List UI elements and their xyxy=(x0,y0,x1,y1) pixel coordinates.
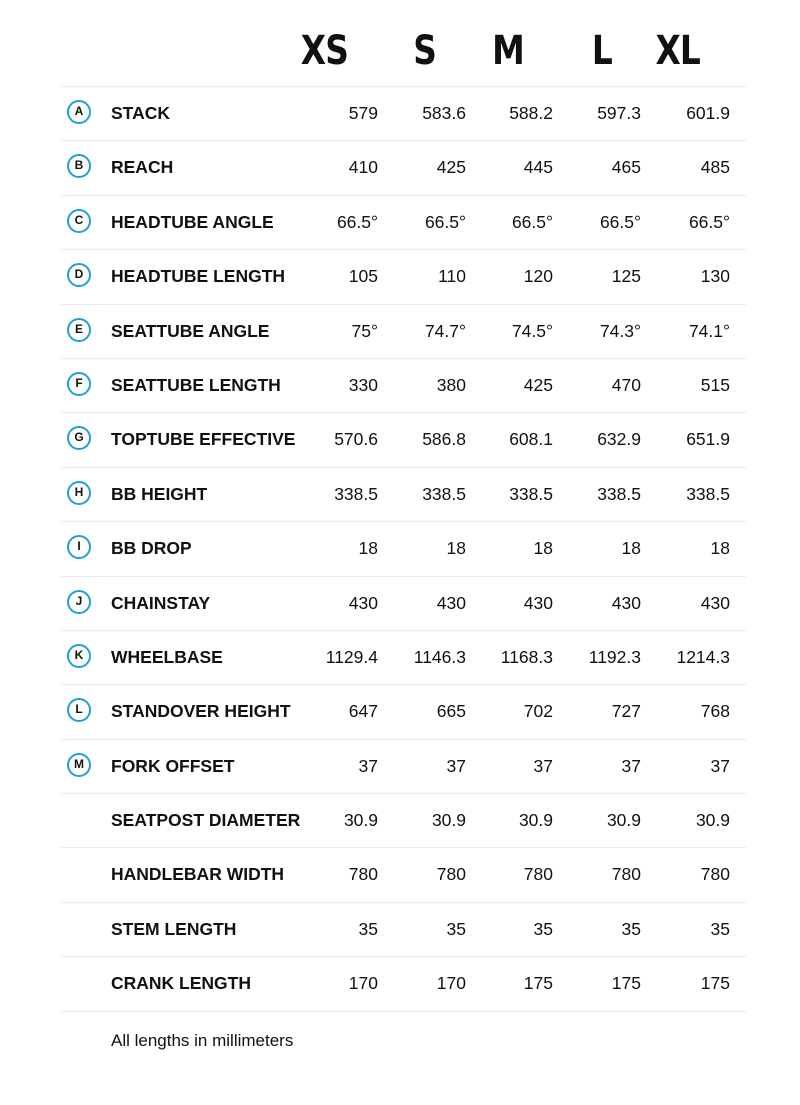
cell-m: 430 xyxy=(523,592,553,613)
cell-l: 66.5° xyxy=(599,211,641,232)
cell-s: 780 xyxy=(436,864,466,885)
cell-l: 430 xyxy=(611,592,641,613)
cell-xl: 130 xyxy=(700,266,730,287)
row-label: CRANK LENGTH xyxy=(111,973,251,994)
table-row xyxy=(61,468,746,522)
row-label: HEADTUBE LENGTH xyxy=(111,266,286,287)
row-label: SEATPOST DIAMETER xyxy=(111,810,301,831)
table-row xyxy=(61,740,746,794)
cell-l: 18 xyxy=(621,538,641,559)
row-label: SEATTUBE ANGLE xyxy=(111,320,270,341)
cell-xs: 105 xyxy=(348,266,378,287)
size-header-xl: XL xyxy=(655,28,700,74)
cell-m: 445 xyxy=(523,157,553,178)
size-header-l: L xyxy=(591,28,612,74)
row-label: BB HEIGHT xyxy=(111,483,208,504)
cell-xl: 18 xyxy=(710,538,730,559)
cell-s: 380 xyxy=(436,374,466,395)
table-row xyxy=(61,957,746,1011)
cell-xl: 175 xyxy=(700,973,730,994)
table-row xyxy=(61,196,746,250)
cell-m: 338.5 xyxy=(509,483,553,504)
cell-m: 175 xyxy=(523,973,553,994)
table-row xyxy=(61,87,746,141)
geometry-table xyxy=(61,16,746,1012)
row-label: BB DROP xyxy=(111,538,192,559)
cell-m: 120 xyxy=(523,266,553,287)
cell-l: 37 xyxy=(621,755,641,776)
cell-xs: 579 xyxy=(348,103,378,123)
cell-l: 338.5 xyxy=(597,483,641,504)
cell-m: 30.9 xyxy=(518,810,553,831)
cell-xl: 74.1° xyxy=(688,320,730,341)
row-label: CHAINSTAY xyxy=(111,592,211,613)
cell-xl: 768 xyxy=(700,701,730,722)
row-label: HANDLEBAR WIDTH xyxy=(111,864,285,885)
cell-l: 470 xyxy=(611,374,641,395)
cell-s: 35 xyxy=(446,918,466,939)
measurement-badge: K xyxy=(67,644,91,668)
cell-xs: 18 xyxy=(358,538,378,559)
measurement-badge: B xyxy=(67,154,91,178)
cell-xl: 37 xyxy=(710,755,730,776)
table-row xyxy=(61,413,746,467)
cell-s: 18 xyxy=(446,538,466,559)
row-label: HEADTUBE ANGLE xyxy=(111,211,274,232)
units-footnote: All lengths in millimeters xyxy=(111,1031,294,1050)
cell-xs: 170 xyxy=(348,973,378,994)
cell-xl: 30.9 xyxy=(695,810,730,831)
cell-xl: 601.9 xyxy=(686,103,730,123)
cell-xl: 338.5 xyxy=(686,483,730,504)
cell-xl: 430 xyxy=(700,592,730,613)
table-row xyxy=(61,250,746,304)
size-header-m: M xyxy=(492,28,524,74)
cell-l: 175 xyxy=(611,973,641,994)
row-label: WHEELBASE xyxy=(111,646,223,667)
cell-s: 430 xyxy=(436,592,466,613)
measurement-badge: H xyxy=(67,481,91,505)
row-label: REACH xyxy=(111,157,174,178)
cell-s: 586.8 xyxy=(422,429,466,450)
table-row xyxy=(61,305,746,359)
size-header-xs: XS xyxy=(300,28,348,74)
cell-m: 588.2 xyxy=(509,103,553,123)
cell-xl: 1214.3 xyxy=(676,646,730,667)
size-header-row xyxy=(61,16,746,87)
cell-s: 665 xyxy=(436,701,466,722)
cell-xs: 647 xyxy=(348,701,378,722)
measurement-badge: I xyxy=(67,535,91,559)
row-label: TOPTUBE EFFECTIVE xyxy=(111,429,296,450)
cell-m: 608.1 xyxy=(509,429,553,450)
cell-l: 30.9 xyxy=(606,810,641,831)
measurement-badge: D xyxy=(67,263,91,287)
cell-xs: 37 xyxy=(358,755,378,776)
cell-l: 1192.3 xyxy=(588,646,641,667)
cell-xs: 1129.4 xyxy=(325,646,378,667)
cell-s: 170 xyxy=(436,973,466,994)
cell-l: 597.3 xyxy=(597,103,641,123)
cell-xl: 515 xyxy=(700,374,730,395)
cell-l: 125 xyxy=(611,266,641,287)
row-label: FORK OFFSET xyxy=(111,755,235,776)
cell-l: 465 xyxy=(611,157,641,178)
measurement-badge: L xyxy=(67,698,91,722)
cell-xl: 35 xyxy=(710,918,730,939)
cell-xs: 75° xyxy=(351,320,378,341)
cell-m: 37 xyxy=(533,755,553,776)
measurement-badge: E xyxy=(67,318,91,342)
cell-xl: 780 xyxy=(700,864,730,885)
cell-xs: 330 xyxy=(348,374,378,395)
cell-s: 425 xyxy=(436,157,466,178)
cell-xl: 66.5° xyxy=(688,211,730,232)
cell-xl: 651.9 xyxy=(686,429,730,450)
cell-l: 727 xyxy=(611,701,641,722)
cell-m: 18 xyxy=(533,538,553,559)
cell-s: 30.9 xyxy=(431,810,466,831)
cell-xs: 430 xyxy=(348,592,378,613)
row-label: STACK xyxy=(111,103,170,123)
cell-m: 35 xyxy=(533,918,553,939)
table-body xyxy=(61,87,746,1012)
cell-s: 583.6 xyxy=(422,103,466,123)
cell-m: 1168.3 xyxy=(500,646,553,667)
measurement-badge: A xyxy=(67,100,91,124)
cell-m: 702 xyxy=(523,701,553,722)
cell-xs: 780 xyxy=(348,864,378,885)
row-label: STEM LENGTH xyxy=(111,918,237,939)
cell-xs: 66.5° xyxy=(336,211,378,232)
cell-xl: 485 xyxy=(700,157,730,178)
row-label: STANDOVER HEIGHT xyxy=(111,701,291,722)
cell-xs: 30.9 xyxy=(343,810,378,831)
cell-s: 37 xyxy=(446,755,466,776)
cell-m: 66.5° xyxy=(511,211,553,232)
table-row xyxy=(61,141,746,195)
cell-s: 66.5° xyxy=(424,211,466,232)
table-row xyxy=(61,359,746,413)
cell-l: 780 xyxy=(611,864,641,885)
table-row xyxy=(61,631,746,685)
table-row xyxy=(61,522,746,576)
cell-l: 632.9 xyxy=(597,429,641,450)
cell-s: 110 xyxy=(438,266,466,287)
measurement-badge: G xyxy=(67,426,91,450)
cell-xs: 570.6 xyxy=(334,429,378,450)
table-row xyxy=(61,903,746,957)
table-row xyxy=(61,794,746,848)
cell-s: 1146.3 xyxy=(413,646,466,667)
measurement-badge: J xyxy=(67,590,91,614)
table-row xyxy=(61,577,746,631)
measurement-badge: C xyxy=(67,209,91,233)
measurement-badge: F xyxy=(67,372,91,396)
cell-s: 74.7° xyxy=(424,320,466,341)
cell-l: 74.3° xyxy=(599,320,641,341)
table-row xyxy=(61,848,746,902)
size-header-s: S xyxy=(413,28,436,74)
cell-s: 338.5 xyxy=(422,483,466,504)
cell-m: 425 xyxy=(523,374,553,395)
table-row xyxy=(61,685,746,739)
cell-m: 780 xyxy=(523,864,553,885)
cell-xs: 35 xyxy=(358,918,378,939)
cell-m: 74.5° xyxy=(511,320,553,341)
row-label: SEATTUBE LENGTH xyxy=(111,374,281,395)
measurement-badge: M xyxy=(67,753,91,777)
cell-xs: 338.5 xyxy=(334,483,378,504)
cell-l: 35 xyxy=(621,918,641,939)
cell-xs: 410 xyxy=(348,157,378,178)
